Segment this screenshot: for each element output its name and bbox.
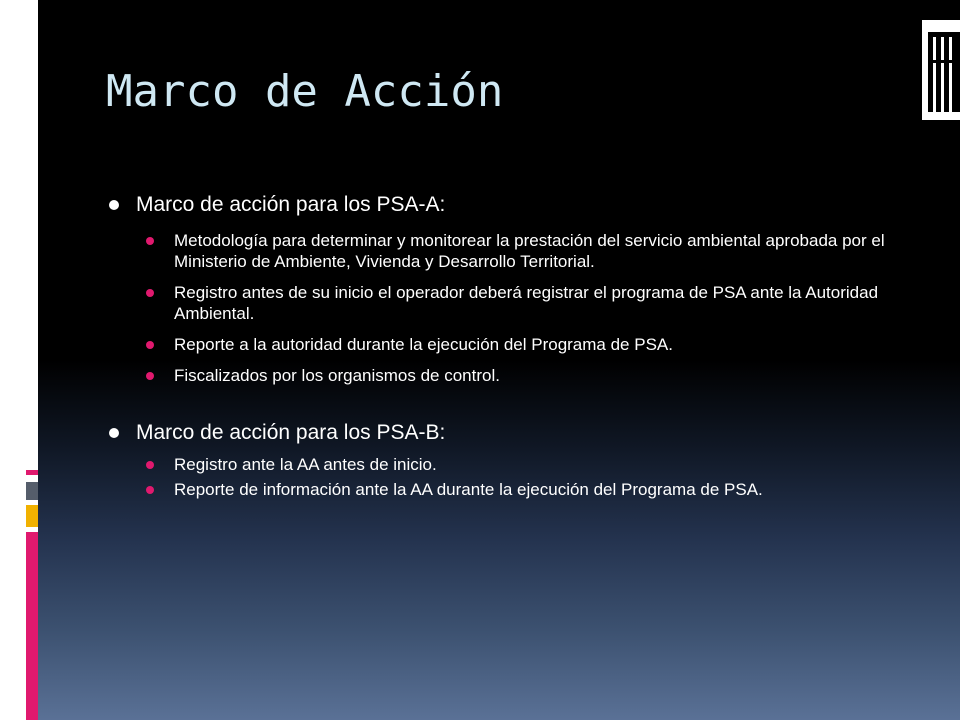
list-item bbox=[106, 365, 926, 386]
list-item bbox=[106, 282, 926, 324]
list-item-text: Fiscalizados por los organismos de control. bbox=[174, 366, 500, 385]
bullet-icon bbox=[109, 428, 119, 438]
list-item-text: Registro antes de su inicio el operador deberá registrar el programa de PSA ante la Autoridad Ambiental. bbox=[174, 283, 879, 323]
section-heading bbox=[106, 418, 926, 448]
list-item bbox=[106, 230, 926, 272]
section-psa-b bbox=[106, 418, 926, 500]
list-item-text: Metodología para determinar y monitorear la prestación del servicio ambiental aprobada por el Ministerio de Ambiente, Vivienda y Desarrollo Territorial. bbox=[174, 231, 885, 271]
list-item bbox=[106, 454, 926, 475]
section-heading bbox=[106, 190, 926, 220]
sub-bullet-icon bbox=[146, 486, 154, 494]
window-blinds-icon bbox=[922, 20, 960, 120]
sub-bullet-icon bbox=[146, 461, 154, 469]
slide-title: Marco de Acción bbox=[106, 66, 504, 117]
list-item-text: Reporte a la autoridad durante la ejecución del Programa de PSA. bbox=[174, 335, 673, 354]
sub-bullet-icon bbox=[146, 289, 154, 297]
sub-bullet-icon bbox=[146, 341, 154, 349]
slide-content bbox=[106, 190, 926, 510]
section-heading-text: Marco de acción para los PSA-B: bbox=[136, 421, 446, 444]
list-item-text: Reporte de información ante la AA durante la ejecución del Programa de PSA. bbox=[174, 480, 763, 499]
list-item bbox=[106, 334, 926, 355]
list-item bbox=[106, 479, 926, 500]
bullet-icon bbox=[109, 200, 119, 210]
list-item-text: Registro ante la AA antes de inicio. bbox=[174, 455, 437, 474]
section-heading-text: Marco de acción para los PSA-A: bbox=[136, 193, 446, 216]
sub-bullet-icon bbox=[146, 237, 154, 245]
decorative-bars-icon bbox=[0, 0, 38, 720]
sub-bullet-icon bbox=[146, 372, 154, 380]
section-psa-a bbox=[106, 190, 926, 386]
